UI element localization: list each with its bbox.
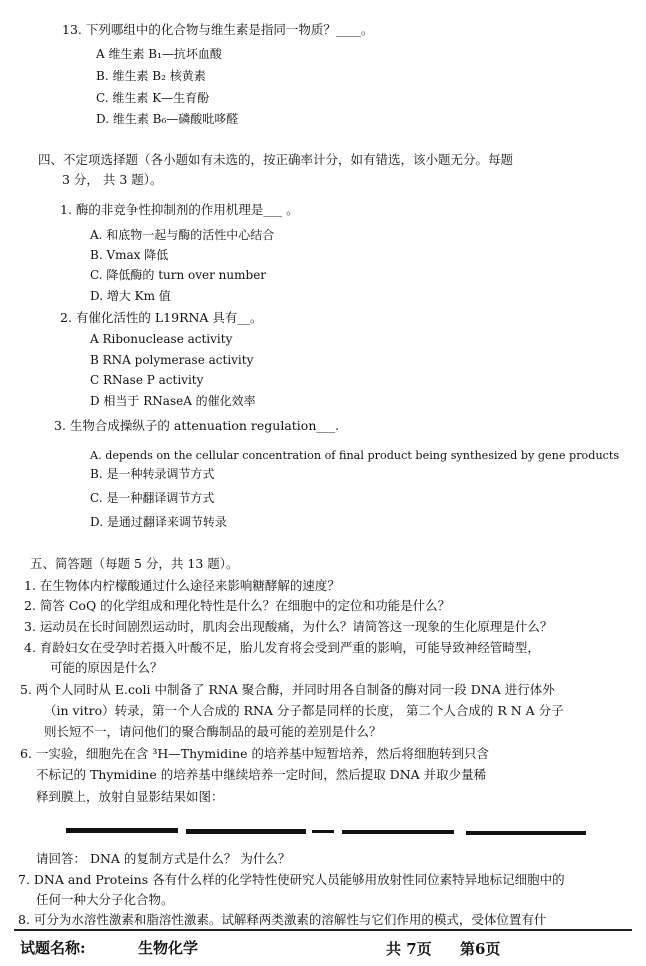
s5-q2: 2. 简答 CoQ 的化学组成和理化特性是什么？在细胞中的定位和功能是什么？ — [24, 598, 451, 613]
s4-q1-option-a: A. 和底物一起与酶的活性中心结合 — [90, 228, 275, 242]
s5-q8: 8. 可分为水溶性激素和脂溶性激素。试解释两类激素的溶解性与它们作用的模式，受体位置有什 — [18, 912, 547, 927]
s5-q3: 3. 运动员在长时间剧烈运动时，肌肉会出现酸痛，为什么？请简答这一现象的生化原理是什么？ — [24, 619, 553, 634]
q13-option-d: D. 维生素 B₆—磷酸吡哆醛 — [96, 112, 239, 126]
q13-stem: 13. 下列哪组中的化合物与维生素是指同一物质？____。 — [62, 22, 374, 37]
section5-title: 五、简答题（每题 5 分，共 13 题）。 — [30, 556, 239, 571]
q13-option-c: C. 维生素 K—生育酚 — [96, 91, 210, 105]
s5-q6-line2: 不标记的 Thymidine 的培养基中继续培养一定时间，然后提取 DNA 并取少量稀 — [36, 767, 487, 782]
s5-q4-line1: 4. 育龄妇女在受孕时若摄入叶酸不足，胎儿发育将会受到严重的影响，可能导致神经管畸型， — [24, 640, 540, 655]
s4-q2-option-d: D 相当于 RNaseA 的催化效率 — [90, 394, 256, 408]
s4-q2-option-b: B RNA polymerase activity — [90, 353, 254, 367]
s5-q6-line3: 释到膜上，放射自显影结果如图： — [36, 789, 224, 804]
footer-rule — [14, 929, 632, 931]
autoradiograph-band — [312, 830, 334, 833]
s4-q1-option-d: D. 增大 Km 值 — [90, 289, 171, 303]
s4-q1-option-c: C. 降低酶的 turn over number — [90, 268, 267, 282]
s5-q1: 1. 在生物体内柠檬酸通过什么途径来影响糖酵解的速度？ — [24, 578, 340, 593]
autoradiograph-band — [66, 828, 178, 833]
s5-q7-line2: 任何一种大分子化合物。 — [36, 892, 174, 907]
s4-q2-stem: 2. 有催化活性的 L19RNA 具有__。 — [60, 310, 263, 325]
s5-q6-line1: 6. 一实验，细胞先在含 ³H—Thymidine 的培养基中短暂培养，然后将细胞转到只含 — [20, 746, 490, 761]
autoradiograph-band — [466, 831, 586, 835]
s4-q3-option-a: A. depends on the cellular concentration of final product being synthesized by gene products — [90, 449, 620, 462]
total-pages: 共 7页 — [386, 940, 432, 958]
autoradiograph-band — [186, 829, 306, 834]
s4-q3-stem: 3. 生物合成操纵子的 attenuation regulation___. — [54, 418, 340, 433]
s5-q5-line1: 5. 两个人同时从 E.coli 中制备了 RNA 聚合酶，并同时用各自制备的酶对同一段 DNA 进行体外 — [20, 682, 555, 697]
s4-q2-option-a: A Ribonuclease activity — [90, 332, 233, 346]
s5-q4-line2: 可能的原因是什么？ — [50, 660, 163, 675]
section4-title-line2: 3 分， 共 3 题）。 — [62, 172, 163, 187]
q13-option-b: B. 维生素 B₂ 核黄素 — [96, 69, 206, 83]
s4-q1-option-b: B. Vmax 降低 — [90, 248, 169, 262]
s4-q3-option-c: C. 是一种翻译调节方式 — [90, 491, 215, 505]
exam-name-label: 试题名称: — [20, 939, 86, 957]
s5-q7-line1: 7. DNA and Proteins 各有什么样的化学特性使研究人员能够用放射性同位素特异地标记细胞中的 — [18, 872, 565, 887]
s5-q5-line3: 则长短不一，请问他们的聚合酶制品的最可能的差别是什么？ — [44, 724, 382, 739]
q13-option-a: A 维生素 B₁—抗坏血酸 — [96, 47, 222, 61]
subject-name: 生物化学 — [138, 939, 199, 957]
s4-q3-option-d: D. 是通过翻译来调节转录 — [90, 515, 227, 529]
s4-q2-option-c: C RNase P activity — [90, 373, 204, 387]
s5-q5-line2: （in vitro）转录，第一个人合成的 RNA 分子都是同样的长度， 第二个人合成的 R N A 分子 — [44, 703, 564, 718]
s5-q6-question: 请回答： DNA 的复制方式是什么？ 为什么？ — [36, 851, 291, 866]
current-page: 第6页 — [460, 940, 501, 958]
s4-q1-stem: 1. 酶的非竞争性抑制剂的作用机理是___ 。 — [60, 202, 299, 217]
s4-q3-option-b: B. 是一种转录调节方式 — [90, 467, 215, 481]
autoradiograph-band — [342, 830, 454, 834]
section4-title: 四、不定项选择题（各小题如有未选的，按正确率计分，如有错选，该小题无分。每题 — [38, 152, 514, 167]
